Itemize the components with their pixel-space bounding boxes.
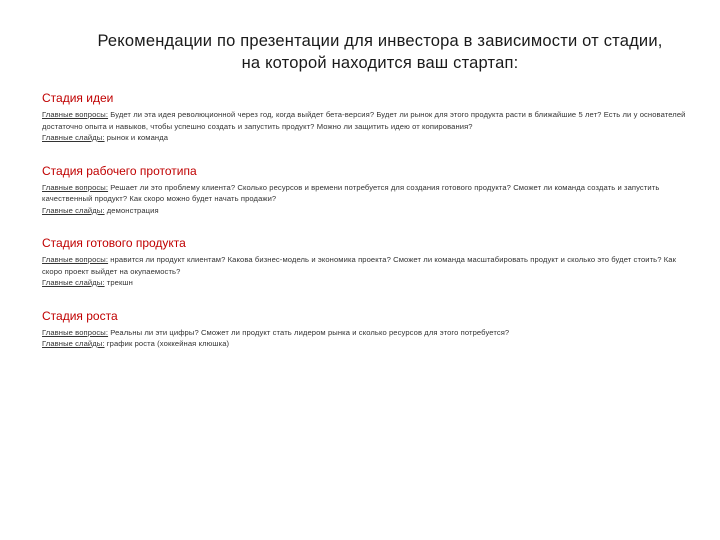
slides-text: демонстрация: [104, 205, 159, 215]
questions-label: Главные вопросы:: [42, 327, 109, 337]
questions-label: Главные вопросы:: [42, 182, 109, 192]
slides-label: Главные слайды:: [42, 278, 105, 287]
slides-text: рынок и команда: [104, 133, 169, 142]
slides-label: Главные слайды:: [42, 205, 105, 215]
stage-title: Стадия роста: [42, 308, 118, 323]
stage-questions: [42, 109, 692, 132]
stage-slides: [42, 205, 692, 217]
slides-text: трекшн: [104, 278, 133, 287]
questions-text: нравится ли продукт клиентам? Какова бизнес-модель и экономика проекта? Сможет ли команда масштабировать продукт и сколько это будет стоить? Как скоро проект выйдет на окупаемость?: [42, 255, 677, 276]
slides-text: график роста (хоккейная клюшка): [104, 339, 230, 348]
stage-questions: [42, 254, 692, 277]
stage-slides: [42, 132, 692, 144]
stage-prototype: [42, 164, 692, 217]
questions-text: Решает ли это проблему клиента? Сколько ресурсов и времени потребуется для создания готового продукта? Сможет ли команда создать и запустить качественный продукт? Как скоро можно будет начать продажи?: [42, 182, 660, 203]
stage-slides: [42, 277, 692, 289]
slides-label: Главные слайды:: [42, 339, 105, 348]
stage-title: Стадия готового продукта: [42, 236, 186, 250]
stage-questions: [42, 182, 692, 205]
questions-text: Будет ли эта идея революционной через год, когда выйдет бета-версия? Будет ли рынок для этого продукта расти в ближайшие 5 лет? Есть ли у основателей достаточно опыта и навыков, чтобы успешно создать и запустить продукт? Можно ли защитить идею от копирования?: [42, 110, 686, 131]
stage-slides: [42, 338, 692, 350]
stages-list: [42, 91, 692, 370]
page-title: [60, 30, 700, 74]
stage-questions: [42, 327, 692, 339]
questions-label: Главные вопросы:: [42, 110, 109, 119]
stage-idea: [42, 91, 692, 144]
page-title-line-2: на которой находится ваш стартап:: [241, 54, 519, 72]
slides-label: Главные слайды:: [42, 133, 105, 142]
stage-ready-product: [42, 236, 692, 289]
stage-title: Стадия идеи: [42, 91, 114, 105]
page-title-line-1: Рекомендации по презентации для инвестора в зависимости от стадии,: [97, 32, 663, 50]
questions-label: Главные вопросы:: [42, 255, 109, 264]
stage-growth: [42, 309, 692, 350]
questions-text: Реальны ли эти цифры? Сможет ли продукт стать лидером рынка и сколько ресурсов для этого потребуется?: [108, 327, 510, 337]
stage-title: Стадия рабочего прототипа: [42, 163, 197, 178]
